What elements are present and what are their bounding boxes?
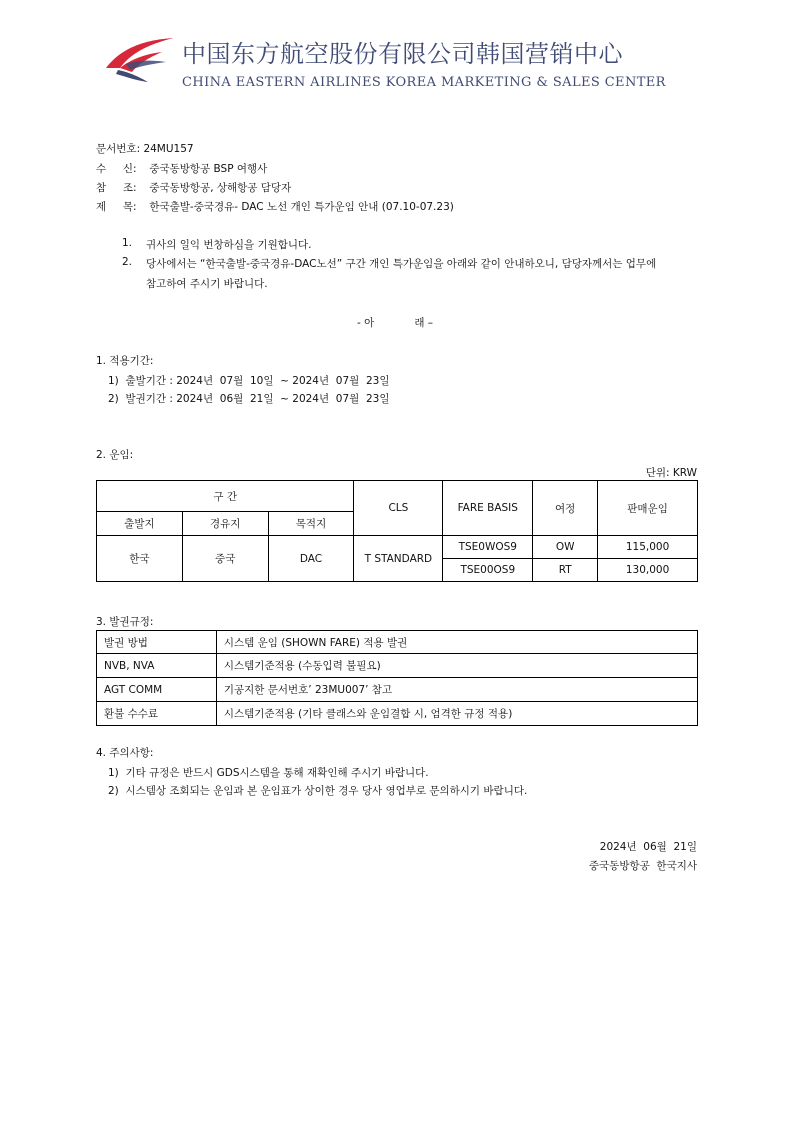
header-route: 구 간 xyxy=(97,481,354,512)
table-row xyxy=(97,654,698,678)
section3-title: 3. 발권규정: xyxy=(96,616,154,628)
departure-period: 1) 출발기간 : 2024년 07월 10일 ~ 2024년 07월 23일 xyxy=(108,375,390,387)
intro-item-1: 귀사의 일익 번창하심을 기원합니다. xyxy=(146,239,312,251)
sender: 중국동방항공 한국지사 xyxy=(588,860,697,872)
currency-unit: 단위: KRW xyxy=(645,467,697,479)
intro-item-2-line1: 당사에서는 “한국출발-중국경유-DAC노선” 구간 개인 특가운임을 아래와 같이 안내하오니, 담당자께서는 업무에 xyxy=(146,258,657,270)
caution-2: 2) 시스템상 조회되는 운임과 본 운임표가 상이한 경우 당사 영업부로 문의하시기 바랍니다. xyxy=(108,785,528,797)
cls-value: T STANDARD xyxy=(354,536,443,582)
rule-label: 환불 수수료 xyxy=(97,702,217,726)
recipient-label: 수 신: xyxy=(96,163,137,175)
route-dest: DAC xyxy=(268,536,354,582)
header-via: 경유지 xyxy=(182,512,268,536)
route-origin: 한국 xyxy=(97,536,183,582)
rule-label: 발권 방법 xyxy=(97,631,217,654)
ticketing-period: 2) 발권기간 : 2024년 06월 21일 ~ 2024년 07월 23일 xyxy=(108,393,390,405)
table-row xyxy=(97,678,698,702)
route-via: 중국 xyxy=(182,536,268,582)
doc-number: 문서번호: 24MU157 xyxy=(96,143,194,155)
header-trip: 여정 xyxy=(533,481,598,536)
header-cls: CLS xyxy=(354,481,443,536)
trip-ow: OW xyxy=(533,536,598,559)
rule-label: AGT COMM xyxy=(97,678,217,702)
header-origin: 출발지 xyxy=(97,512,183,536)
section2-title: 2. 운임: xyxy=(96,449,134,461)
recipient-value: 중국동방항공 BSP 여행사 xyxy=(149,163,268,175)
rule-value: 시스템 운임 (SHOWN FARE) 적용 발권 xyxy=(216,631,697,654)
price-ow: 115,000 xyxy=(598,536,698,559)
table-row xyxy=(97,631,698,654)
price-rt: 130,000 xyxy=(598,559,698,582)
cc-value: 중국동방항공, 상해항공 담당자 xyxy=(149,182,292,194)
issue-date: 2024년 06월 21일 xyxy=(599,841,697,853)
subject-label: 제 목: xyxy=(96,201,137,213)
intro-item-2-line2: 참고하여 주시기 바랍니다. xyxy=(146,278,268,290)
section1-title: 1. 적용기간: xyxy=(96,355,154,367)
cc-label: 참 조: xyxy=(96,182,137,194)
fare-basis-rt: TSE00OS9 xyxy=(443,559,533,582)
notice-heading: - 아 래 – xyxy=(357,317,434,329)
company-name-english: CHINA EASTERN AIRLINES KOREA MARKETING & SALES CENTER xyxy=(182,75,666,90)
subject-line xyxy=(96,199,454,214)
recipient-line xyxy=(96,161,267,176)
header-dest: 목적지 xyxy=(268,512,354,536)
intro-item-1-number: 1. xyxy=(122,237,133,249)
company-name-chinese: 中国东方航空股份有限公司韩国营销中心 xyxy=(182,40,623,68)
swallow-logo-icon xyxy=(104,34,176,84)
rule-label: NVB, NVA xyxy=(97,654,217,678)
header-fare-basis: FARE BASIS xyxy=(443,481,533,536)
subject-value: 한국출발-중국경유- DAC 노선 개인 특가운임 안내 (07.10-07.23) xyxy=(149,201,454,213)
rule-value: 시스템기준적용 (기타 클래스와 운임결합 시, 엄격한 규정 적용) xyxy=(216,702,697,726)
table-row xyxy=(97,536,698,559)
rule-value: 기공지한 문서번호’ 23MU007’ 참고 xyxy=(216,678,697,702)
header-price: 판매운임 xyxy=(598,481,698,536)
fare-table xyxy=(96,480,698,582)
fare-basis-ow: TSE0WOS9 xyxy=(443,536,533,559)
caution-1: 1) 기타 규정은 반드시 GDS시스템을 통해 재확인해 주시기 바랍니다. xyxy=(108,767,429,779)
intro-item-2-number: 2. xyxy=(122,256,133,268)
table-row xyxy=(97,702,698,726)
trip-rt: RT xyxy=(533,559,598,582)
cc-line xyxy=(96,180,291,195)
ticketing-rules-table xyxy=(96,630,698,726)
rule-value: 시스템기준적용 (수동입력 불필요) xyxy=(216,654,697,678)
section4-title: 4. 주의사항: xyxy=(96,747,154,759)
